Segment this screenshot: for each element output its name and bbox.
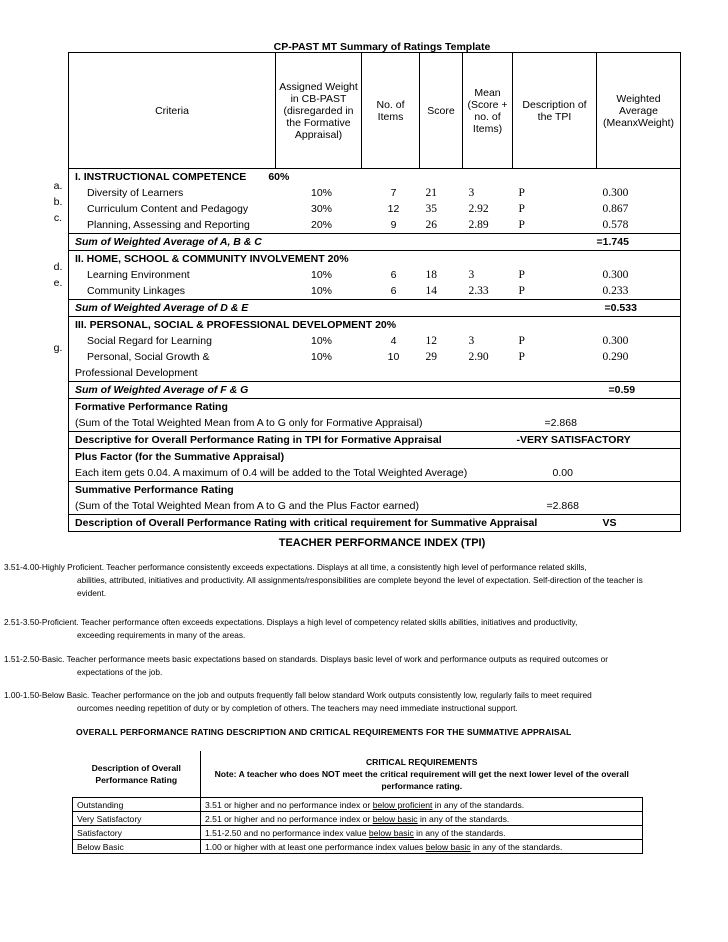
criteria-cell: Professional Development (69, 365, 276, 382)
mean-cell: 2.33 (468, 285, 489, 297)
row-letter: d. (53, 261, 63, 273)
descriptive-text: Descriptive for Overall Performance Rating in TPI for Formative Appraisal (69, 432, 513, 449)
summative-title: Summative Performance Rating (69, 482, 513, 499)
crit-header-note: Note: A teacher who does NOT meet the critical requirement will get the next lower level of the overall performance rating. (214, 769, 629, 791)
mean-cell: 2.90 (468, 351, 489, 363)
sum-value: =1.745 (597, 234, 681, 251)
wavg-cell: 0.300 (597, 333, 681, 349)
tpi-line: evident. (77, 588, 107, 598)
items-cell: 4 (390, 335, 397, 347)
weight-cell: 10% (310, 351, 332, 363)
row-letter: c. (53, 212, 63, 224)
criteria-cell: Community Linkages (69, 283, 276, 300)
table-row (73, 812, 643, 826)
header-no-items: No. of Items (362, 53, 420, 169)
descriptive-row (69, 432, 681, 449)
mean-cell: 2.89 (468, 219, 489, 231)
crit-header-title: CRITICAL REQUIREMENTS (365, 757, 478, 767)
score-cell: 29 (425, 351, 437, 363)
sum-label: Sum of Weighted Average of D & E (69, 300, 513, 317)
items-cell: 7 (390, 187, 397, 199)
sum-value: =0.533 (597, 300, 681, 317)
sum-label: Sum of Weighted Average of A, B & C (69, 234, 513, 251)
tpi-line: 2.51-3.50-Proficient. Teacher performance often exceeds expectations. Displays a high level of competency related skills abilities, initiatives and productivity, (4, 617, 578, 627)
summative-value: =2.868 (513, 498, 681, 515)
rating-cell: Below Basic (73, 840, 201, 854)
overall-title: OVERALL PERFORMANCE RATING DESCRIPTION AND CRITICAL REQUIREMENTS FOR THE SUMMATIVE APPRAISAL (76, 727, 572, 737)
wavg-cell: 0.867 (597, 201, 681, 217)
tpi-line: 1.51-2.50-Basic. Teacher performance meets basic expectations based on standards. Displays basic level of work and performance outputs as required outcomes or (4, 654, 608, 664)
section-title: III. PERSONAL, SOCIAL & PROFESSIONAL DEVELOPMENT 20% (69, 317, 513, 334)
tpi-line: 1.00-1.50-Below Basic. Teacher performance on the job and outputs frequently fall below standard Work outputs consistently low, regularly fails to meet required (4, 690, 592, 700)
table-row (73, 840, 643, 854)
weight-cell: 20% (310, 219, 332, 231)
criteria-cell: Learning Environment (69, 267, 276, 283)
tpi-item (4, 561, 685, 600)
sum-row (69, 300, 681, 317)
score-cell: 26 (425, 219, 437, 231)
desc-cell: P (518, 187, 525, 199)
wavg-cell: 0.578 (597, 217, 681, 234)
header-assigned-weight: Assigned Weight in CB-PAST (disregarded in the Formative Appraisal) (276, 53, 362, 169)
items-cell: 6 (390, 269, 397, 281)
wavg-cell: 0.233 (597, 283, 681, 300)
table-row (73, 798, 643, 812)
plus-title: Plus Factor (for the Summative Appraisal) (69, 449, 513, 466)
wavg-cell: 0.290 (597, 349, 681, 365)
criteria-cell: Personal, Social Growth & (69, 349, 276, 365)
score-cell: 35 (425, 203, 437, 215)
table-row (69, 185, 681, 201)
score-cell: 18 (425, 269, 437, 281)
items-cell: 6 (390, 285, 397, 297)
formative-text-row (69, 415, 681, 432)
table-row (69, 365, 681, 382)
crit-header-rating: Description of Overall Performance Rating (73, 751, 201, 798)
weight-cell: 10% (310, 285, 332, 297)
mean-cell: 3 (468, 187, 475, 199)
table-row (73, 826, 643, 840)
formative-row (69, 399, 681, 416)
score-cell: 12 (425, 335, 437, 347)
sum-row (69, 234, 681, 251)
header-weighted-average: Weighted Average (MeanxWeight) (597, 53, 681, 169)
tpi-line: abilities, attributed, initiatives and productivity. All assignments/responsibilities are complete beyond the level of expectation. Self-direction of the teacher is (77, 575, 643, 585)
table-row (69, 217, 681, 234)
sum-label: Sum of Weighted Average of F & G (69, 382, 513, 399)
criteria-cell: Social Regard for Learning (69, 333, 276, 349)
row-letter: g. (53, 342, 63, 354)
table-row (69, 333, 681, 349)
tpi-item (4, 689, 685, 715)
desc-cell: P (518, 203, 525, 215)
descriptive-value: -VERY SATISFACTORY (513, 432, 681, 449)
page-title: CP-PAST MT Summary of Ratings Template (273, 41, 491, 53)
items-cell: 10 (387, 351, 400, 363)
tpi-item (4, 653, 685, 679)
plus-text: Each item gets 0.04. A maximum of 0.4 will be added to the Total Weighted Average) (69, 465, 513, 482)
rating-cell: Satisfactory (73, 826, 201, 840)
sum-value: =0.59 (597, 382, 681, 399)
plus-value: 0.00 (513, 465, 681, 482)
plus-row (69, 449, 681, 466)
mean-cell: 3 (468, 269, 475, 281)
table-row (69, 349, 681, 365)
section-row (69, 169, 681, 186)
row-letter: b. (53, 196, 63, 208)
header-score: Score (420, 53, 463, 169)
section-title: I. INSTRUCTIONAL COMPETENCE 60% (69, 169, 362, 186)
section-title: II. HOME, SCHOOL & COMMUNITY INVOLVEMENT 20% (69, 251, 463, 268)
overall-desc-row (69, 515, 681, 532)
weight-cell: 10% (310, 335, 332, 347)
row-letter: e. (53, 277, 63, 289)
overall-desc-value: VS (597, 515, 681, 532)
items-cell: 12 (387, 203, 400, 215)
section-row (69, 251, 681, 268)
header-mean: Mean (Score + no. of Items) (463, 53, 513, 169)
requirement-cell: 1.51-2.50 and no performance index value below basic in any of the standards. (201, 826, 643, 840)
ratings-table (68, 52, 681, 532)
section-row (69, 317, 681, 334)
weight-cell: 10% (310, 269, 332, 281)
formative-title: Formative Performance Rating (69, 399, 513, 416)
sum-row (69, 382, 681, 399)
criteria-cell: Diversity of Learners (69, 185, 276, 201)
summative-row (69, 482, 681, 499)
row-letter: a. (53, 180, 63, 192)
table-header-row (69, 53, 681, 169)
table-row (69, 283, 681, 300)
rating-cell: Very Satisfactory (73, 812, 201, 826)
table-row (69, 201, 681, 217)
tpi-title: TEACHER PERFORMANCE INDEX (TPI) (278, 537, 486, 549)
table-row (69, 267, 681, 283)
requirement-cell: 1.00 or higher with at least one performance index values below basic in any of the standards. (201, 840, 643, 854)
crit-header-row (73, 751, 643, 798)
summative-text-row (69, 498, 681, 515)
score-cell: 21 (425, 187, 437, 199)
items-cell: 9 (390, 219, 397, 231)
desc-cell: P (518, 351, 525, 363)
tpi-line: 3.51-4.00-Highly Proficient. Teacher performance consistently exceeds expectations. Displays at all time, a consistently high level of performance related skills, (4, 562, 587, 572)
summative-text: (Sum of the Total Weighted Mean from A to G and the Plus Factor earned) (69, 498, 513, 515)
weight-cell: 10% (310, 187, 332, 199)
requirement-cell: 2.51 or higher and no performance index or below basic in any of the standards. (201, 812, 643, 826)
tpi-line: expectations of the job. (77, 667, 163, 677)
desc-cell: P (518, 285, 525, 297)
plus-text-row (69, 465, 681, 482)
weight-cell: 30% (310, 203, 332, 215)
critical-requirements-table (72, 751, 643, 854)
criteria-cell: Planning, Assessing and Reporting (69, 217, 276, 234)
overall-desc-text: Description of Overall Performance Rating with critical requirement for Summative Appraisal (69, 515, 597, 532)
formative-value: =2.868 (513, 415, 681, 432)
desc-cell: P (518, 219, 525, 231)
mean-cell: 2.92 (468, 203, 489, 215)
tpi-line: ourcomes needing repetition of duty or by completion of others. The teachers may need immediate instructional support. (77, 703, 518, 713)
header-criteria: Criteria (69, 53, 276, 169)
tpi-item (4, 616, 685, 642)
tpi-line: exceeding requirements in many of the areas. (77, 630, 246, 640)
formative-text: (Sum of the Total Weighted Mean from A to G only for Formative Appraisal) (69, 415, 513, 432)
desc-cell: P (518, 269, 525, 281)
requirement-cell: 3.51 or higher and no performance index or below proficient in any of the standards. (201, 798, 643, 812)
mean-cell: 3 (468, 335, 475, 347)
header-description: Description of the TPI (513, 53, 597, 169)
rating-cell: Outstanding (73, 798, 201, 812)
wavg-cell: 0.300 (597, 185, 681, 201)
desc-cell: P (518, 335, 525, 347)
score-cell: 14 (425, 285, 437, 297)
wavg-cell: 0.300 (597, 267, 681, 283)
crit-header-requirements (201, 751, 643, 798)
criteria-cell: Curriculum Content and Pedagogy (69, 201, 276, 217)
